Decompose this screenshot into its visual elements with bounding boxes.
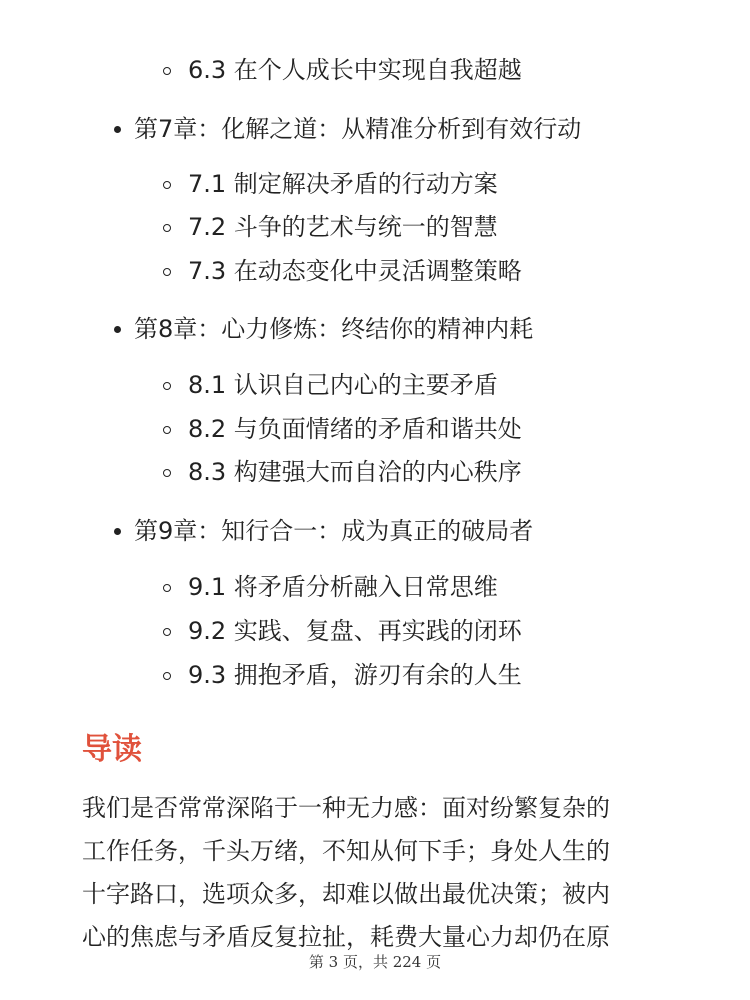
- circle-bullet-icon: [163, 181, 171, 189]
- disc-bullet-icon: [114, 126, 121, 133]
- toc-subsection-item: 8.3 构建强大而自洽的内心秩序: [188, 458, 522, 486]
- circle-bullet-icon: [163, 382, 171, 390]
- toc-subsection-item: 8.1 认识自己内心的主要矛盾: [188, 371, 498, 399]
- toc-subsection-item: 7.3 在动态变化中灵活调整策略: [188, 257, 522, 285]
- disc-bullet-icon: [114, 326, 121, 333]
- circle-bullet-icon: [163, 584, 171, 592]
- circle-bullet-icon: [163, 67, 171, 75]
- paragraph-line: 心的焦虑与矛盾反复拉扯，耗费大量心力却仍在原: [82, 923, 610, 951]
- toc-subsection-item: 9.3 拥抱矛盾，游刃有余的人生: [188, 661, 522, 689]
- circle-bullet-icon: [163, 469, 171, 477]
- circle-bullet-icon: [163, 672, 171, 680]
- circle-bullet-icon: [163, 628, 171, 636]
- toc-subsection-item: 8.2 与负面情绪的矛盾和谐共处: [188, 415, 522, 443]
- toc-subsection-item: 7.2 斗争的艺术与统一的智慧: [188, 213, 498, 241]
- section-heading: 导读: [82, 732, 142, 767]
- page-footer: 第 3 页，共 224 页: [308, 953, 442, 971]
- circle-bullet-icon: [163, 268, 171, 276]
- toc-chapter-item: 第8章：心力修炼：终结你的精神内耗: [134, 315, 534, 343]
- toc-subsection-item: 6.3 在个人成长中实现自我超越: [188, 56, 522, 84]
- toc-chapter-item: 第7章：化解之道：从精准分析到有效行动: [134, 115, 582, 143]
- paragraph-line: 我们是否常常深陷于一种无力感：面对纷繁复杂的: [82, 794, 610, 822]
- disc-bullet-icon: [114, 528, 121, 535]
- paragraph-line: 工作任务，千头万绪，不知从何下手；身处人生的: [82, 837, 610, 865]
- paragraph-line: 十字路口，选项众多，却难以做出最优决策；被内: [82, 880, 610, 908]
- circle-bullet-icon: [163, 426, 171, 434]
- toc-subsection-item: 7.1 制定解决矛盾的行动方案: [188, 170, 498, 198]
- toc-subsection-item: 9.1 将矛盾分析融入日常思维: [188, 573, 498, 601]
- toc-chapter-item: 第9章：知行合一：成为真正的破局者: [134, 517, 534, 545]
- toc-subsection-item: 9.2 实践、复盘、再实践的闭环: [188, 617, 522, 645]
- circle-bullet-icon: [163, 224, 171, 232]
